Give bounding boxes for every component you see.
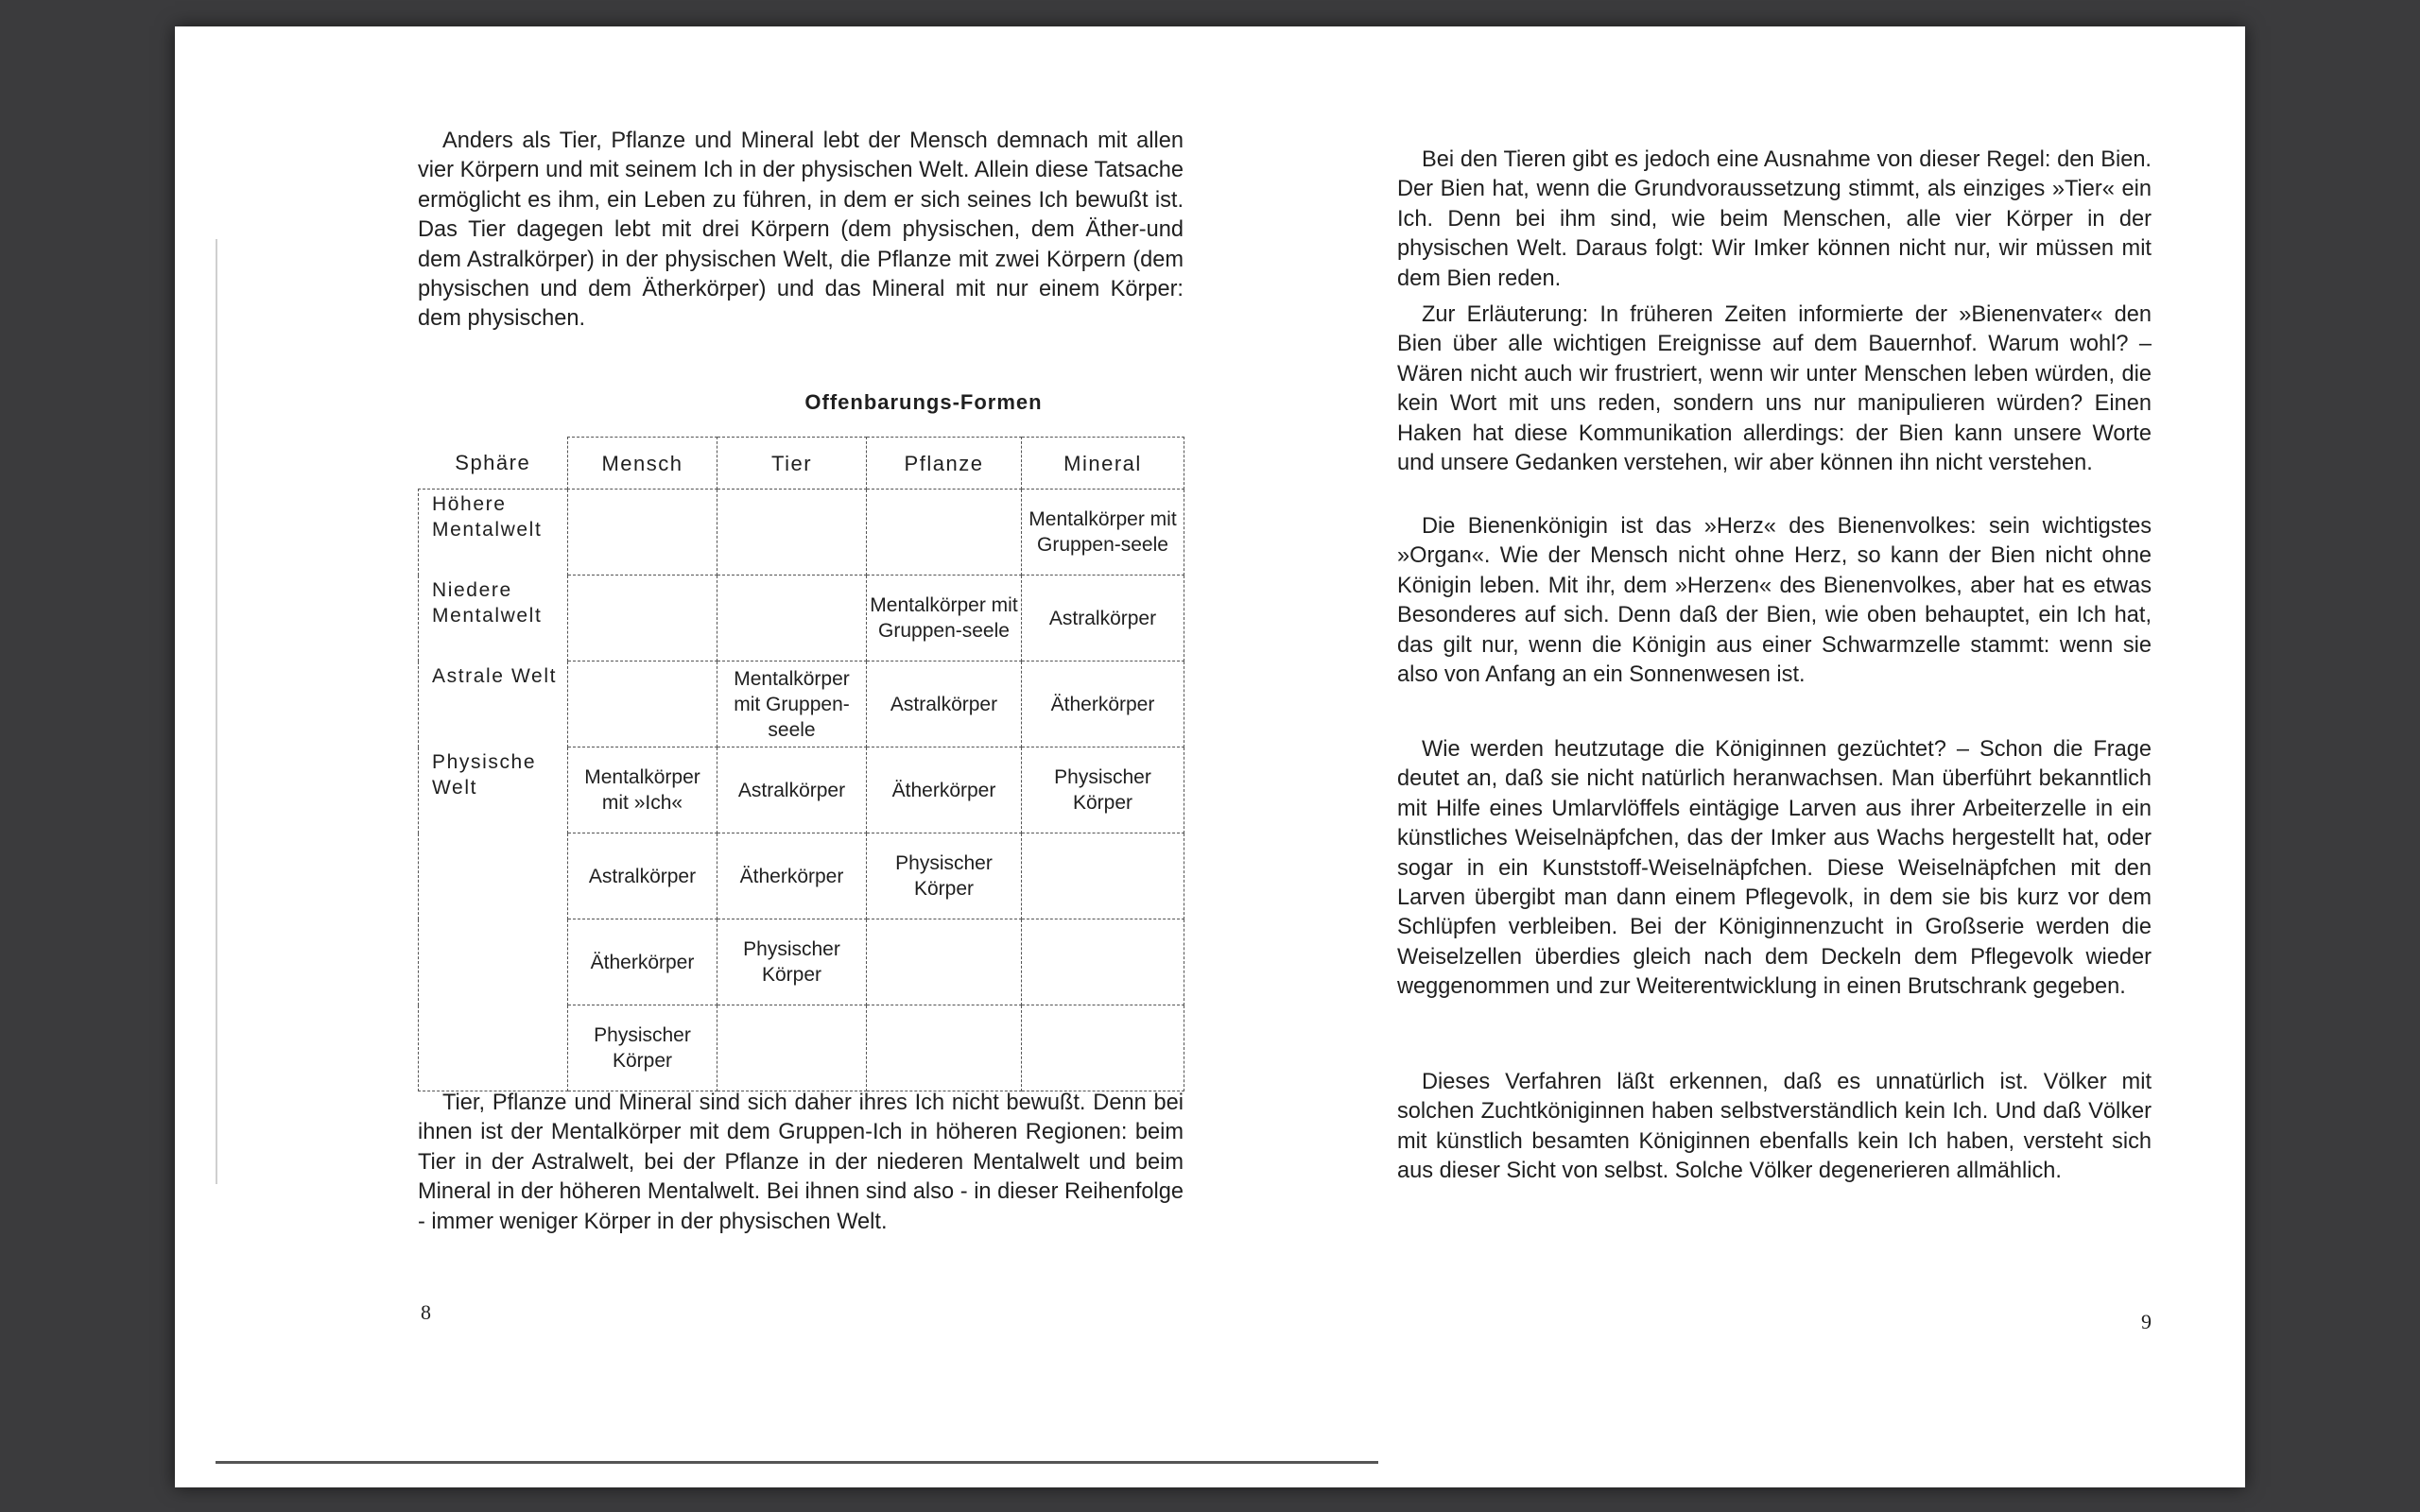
table-cell: Mentalkörper mit Gruppen-seele [867, 576, 1022, 662]
right-paragraph: Die Bienenkönigin ist das »Herz« des Bienenvolkes: sein wichtigstes »Organ«. Wie der Mensch nicht ohne Herz, so kann der Bien nicht ohne Königin leben. Mit ihr, dem »Herzen« des Bienenvolkes, aber hat es etwas Besonderes auf sich. Denn daß der Bien, wie oben behauptet, ein Ich hat, das gilt nur, wenn die Königin aus einer Schwarmzelle stammt: wenn sie also von Anfang an ein Sonnenwesen ist. [1397, 514, 2152, 688]
left-paragraph-1: Anders als Tier, Pflanze und Mineral lebt der Mensch demnach mit allen vier Körpern und mit seinem Ich in der physischen Welt. Allein diese Tatsache ermöglicht es ihm, ein Leben zu führen, in dem er sich seines Ich bewußt ist. Das Tier dagegen lebt mit drei Körpern (dem physischen, dem Äther-und dem Astralkörper) in der physischen Welt, die Pflanze mit zwei Körpern (dem physischen und dem Ätherkörper) und das Mineral mit nur einem Körper: dem physischen. [418, 129, 1184, 332]
sphere-header: Sphäre [455, 451, 531, 475]
sphere-cell: Niedere Mentalwelt [419, 576, 568, 662]
sphere-cell: Physische Welt [419, 747, 568, 833]
page-number-right: 9 [2141, 1310, 2152, 1333]
table-cell: Ätherkörper [867, 747, 1022, 833]
table-title: Offenbarungs-Formen [804, 390, 1043, 414]
table-row [419, 919, 1184, 1005]
table-cell: Mentalkörper mit Gruppen-seele [1022, 490, 1184, 576]
table-cell [867, 1005, 1022, 1091]
table-cell: Astralkörper [568, 833, 717, 919]
right-paragraph: Dieses Verfahren läßt erkennen, daß es unnatürlich ist. Völker mit solchen Zuchtköniginnen haben selbstverständlich kein Ich. Und daß Völker mit künstlich besamten Königinnen ebenfalls kein Ich haben, versteht sich aus dieser Sicht von selbst. Solche Völker degenerieren allmählich. [1397, 1070, 2152, 1184]
sphere-cell: Astrale Welt [419, 662, 568, 747]
table-cell: Astralkörper [867, 662, 1022, 747]
table-cell: Mentalkörper mit Gruppen-seele [717, 662, 867, 747]
left-paragraph-2: Tier, Pflanze und Mineral sind sich daher ihres Ich nicht bewußt. Denn bei ihnen ist der Mentalkörper mit dem Gruppen-Ich in höheren Regionen: beim Tier in der Astralwelt, bei der Pflanze in der niederen Mentalwelt und beim Mineral in der höheren Mentalwelt. Bei ihnen sind also - in dieser Reihenfolge - immer weniger Körper in der physischen Welt. [418, 1091, 1184, 1234]
table-cell [867, 919, 1022, 1005]
right-paragraph: Bei den Tieren gibt es jedoch eine Ausnahme von dieser Regel: den Bien. Der Bien hat, wenn die Grundvoraussetzung stimmt, als einziges »Tier« ein Ich. Denn bei ihm sind, wie beim Menschen, alle vier Körper in der physischen Welt. Daraus folgt: Wir Imker können nicht nur, wir müssen mit dem Bien reden. [1397, 147, 2152, 291]
table-cell [1022, 919, 1184, 1005]
table-cell: Ätherkörper [1022, 662, 1184, 747]
table-row [419, 662, 1184, 747]
sphere-cell-empty [419, 919, 568, 1005]
table-cell: Physischer Körper [568, 1005, 717, 1091]
column-header: Tier [717, 438, 867, 490]
table-row [419, 747, 1184, 833]
scan-artifact-line [216, 1461, 1378, 1464]
table-row [419, 490, 1184, 576]
table-cell [1022, 1005, 1184, 1091]
table-cell [717, 1005, 867, 1091]
table-cell: Ätherkörper [568, 919, 717, 1005]
scan-artifact-margin [216, 239, 217, 1184]
column-header: Mensch [568, 438, 717, 490]
table-header-row [419, 438, 1184, 490]
column-header: Pflanze [867, 438, 1022, 490]
sphere-cell-empty [419, 833, 568, 919]
table-cell [568, 576, 717, 662]
table-cell: Physischer Körper [717, 919, 867, 1005]
sphere-cell-empty [419, 1005, 568, 1091]
table-cell [568, 490, 717, 576]
table-cell [717, 576, 867, 662]
table-row [419, 576, 1184, 662]
table-cell: Physischer Körper [1022, 747, 1184, 833]
table-cell [717, 490, 867, 576]
table-cell [1022, 833, 1184, 919]
right-paragraph: Wie werden heutzutage die Königinnen gezüchtet? – Schon die Frage deutet an, daß sie nicht natürlich heranwachsen. Man überführt bekanntlich mit Hilfe eines Umlarvlöffels eintägige Larven aus ihrer Arbeiterzelle in ein künstliches Weiselnäpfchen, das der Imker aus Wachs hergestellt hat, oder sogar in ein Kunststoff-Weiselnäpfchen. Diese Weiselnäpfchen mit den Larven übergibt man dann einem Pflegevolk, in dem sie bis kurz vor dem Schlüpfen verbleiben. Bei der Königinnenzucht in Großserie werden die Weiselzellen überdies gleich nach dem Deckeln dem Pflegevolk wieder weggenommen und zur Weiterentwicklung in einen Brutschrank gegeben. [1397, 737, 2152, 1000]
right-paragraph: Zur Erläuterung: In früheren Zeiten informierte der »Bienenvater« den Bien über alle wichtigen Ereignisse auf dem Bauernhof. Warum wohl? – Wären nicht auch wir frustriert, wenn wir unter Menschen leben würden, die kein Wort mit uns reden, sondern uns nur manipulieren würden? Einen Haken hat diese Kommunikation allerdings: der Bien kann unsere Worte und unsere Gedanken verstehen, wir aber können ihn nicht verstehen. [1397, 302, 2152, 476]
scanned-spread [175, 26, 2245, 1487]
table-cell: Astralkörper [1022, 576, 1184, 662]
column-header: Mineral [1022, 438, 1184, 490]
sphere-cell: Höhere Mentalwelt [419, 490, 568, 576]
offenbarungs-table [418, 437, 1184, 1091]
table-cell: Astralkörper [717, 747, 867, 833]
table-cell [568, 662, 717, 747]
table-row [419, 1005, 1184, 1091]
table-cell [867, 490, 1022, 576]
table-cell: Mentalkörper mit »Ich« [568, 747, 717, 833]
page-number-left: 8 [421, 1300, 431, 1324]
table-row [419, 833, 1184, 919]
table-cell: Physischer Körper [867, 833, 1022, 919]
table-cell: Ätherkörper [717, 833, 867, 919]
